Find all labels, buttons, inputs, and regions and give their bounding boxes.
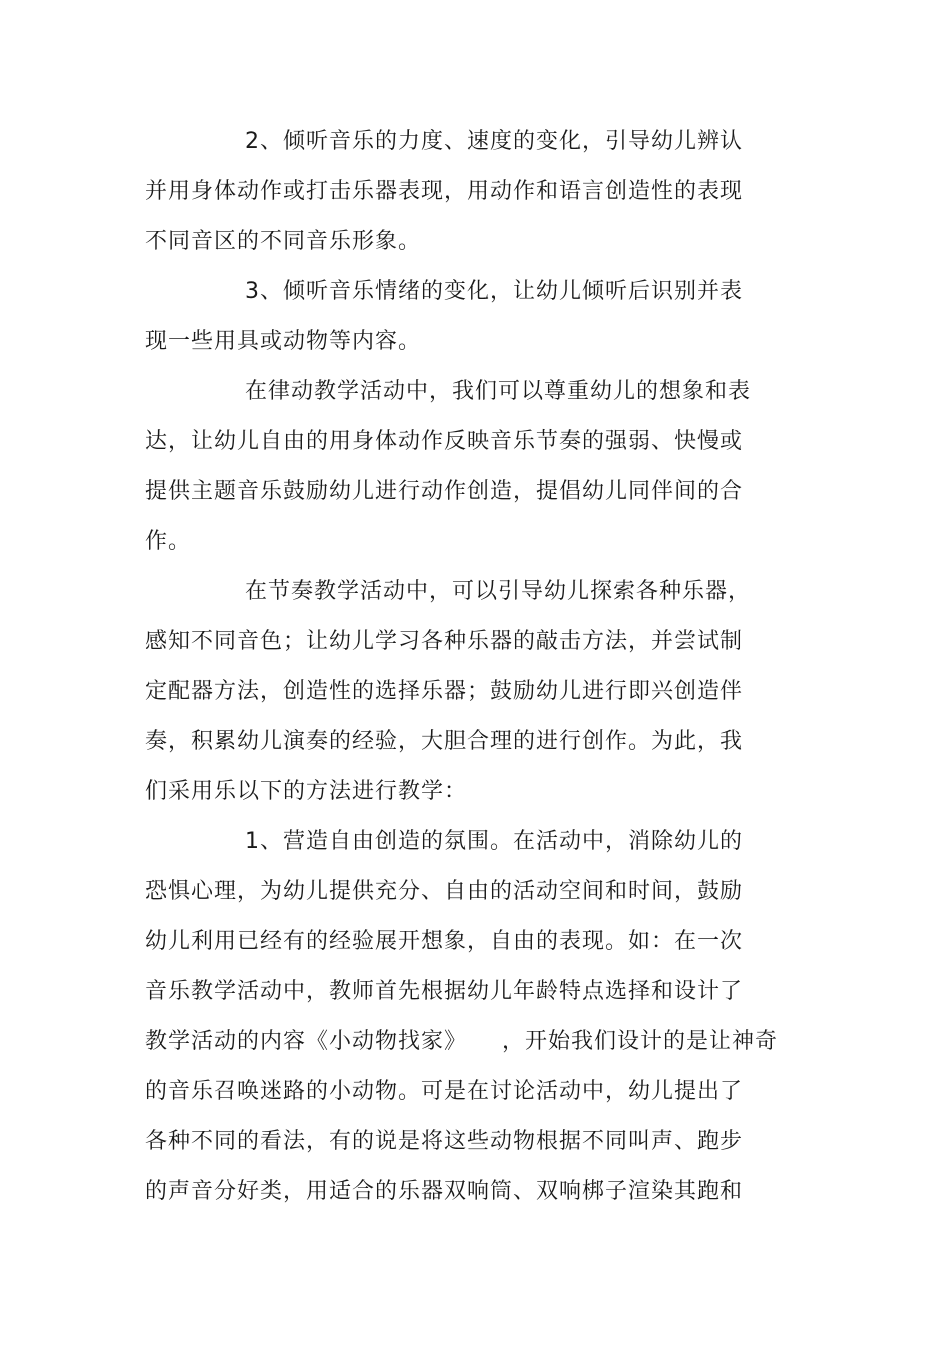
text-line: 在律动教学活动中，我们可以尊重幼儿的想象和表 — [245, 379, 752, 404]
text-line: 达，让幼儿自由的用身体动作反映音乐节奏的强弱、快慢或 — [145, 429, 744, 454]
text-line: 奏，积累幼儿演奏的经验，大胆合理的进行创作。为此，我 — [145, 729, 744, 754]
text-line: 感知不同音色；让幼儿学习各种乐器的敲击方法，并尝试制 — [145, 629, 744, 654]
text-line: 并用身体动作或打击乐器表现，用动作和语言创造性的表现 — [145, 179, 744, 204]
text-line: 的音乐召唤迷路的小动物。可是在讨论活动中，幼儿提出了 — [145, 1079, 744, 1104]
text-line: 幼儿利用已经有的经验展开想象，自由的表现。如：在一次 — [145, 929, 744, 954]
text-line: 提供主题音乐鼓励幼儿进行动作创造，提倡幼儿同伴间的合 — [145, 479, 744, 504]
text-line: 恐惧心理，为幼儿提供充分、自由的活动空间和时间，鼓励 — [145, 879, 744, 904]
text-line: 不同音区的不同音乐形象。 — [145, 229, 422, 254]
text-line: 的声音分好类，用适合的乐器双响筒、双响梆子渲染其跑和 — [145, 1179, 744, 1204]
text-line: 作。 — [145, 529, 192, 554]
text-line: 2、倾听音乐的力度、速度的变化，引导幼儿辨认 — [245, 129, 743, 154]
text-line: 音乐教学活动中，教师首先根据幼儿年龄特点选择和设计了 — [145, 979, 744, 1004]
text-line: 定配器方法，创造性的选择乐器；鼓励幼儿进行即兴创造伴 — [145, 679, 744, 704]
text-line: 各种不同的看法，有的说是将这些动物根据不同叫声、跑步 — [145, 1129, 744, 1154]
text-line: 教学活动的内容《小动物找家》 ，开始我们设计的是让神奇 — [145, 1029, 779, 1054]
text-line: 现一些用具或动物等内容。 — [145, 329, 422, 354]
text-line: 1、营造自由创造的氛围。在活动中，消除幼儿的 — [245, 829, 743, 854]
text-line: 在节奏教学活动中，可以引导幼儿探索各种乐器， — [245, 579, 752, 604]
text-line: 3、倾听音乐情绪的变化，让幼儿倾听后识别并表 — [245, 279, 743, 304]
text-line: 们采用乐以下的方法进行教学： — [145, 779, 468, 804]
